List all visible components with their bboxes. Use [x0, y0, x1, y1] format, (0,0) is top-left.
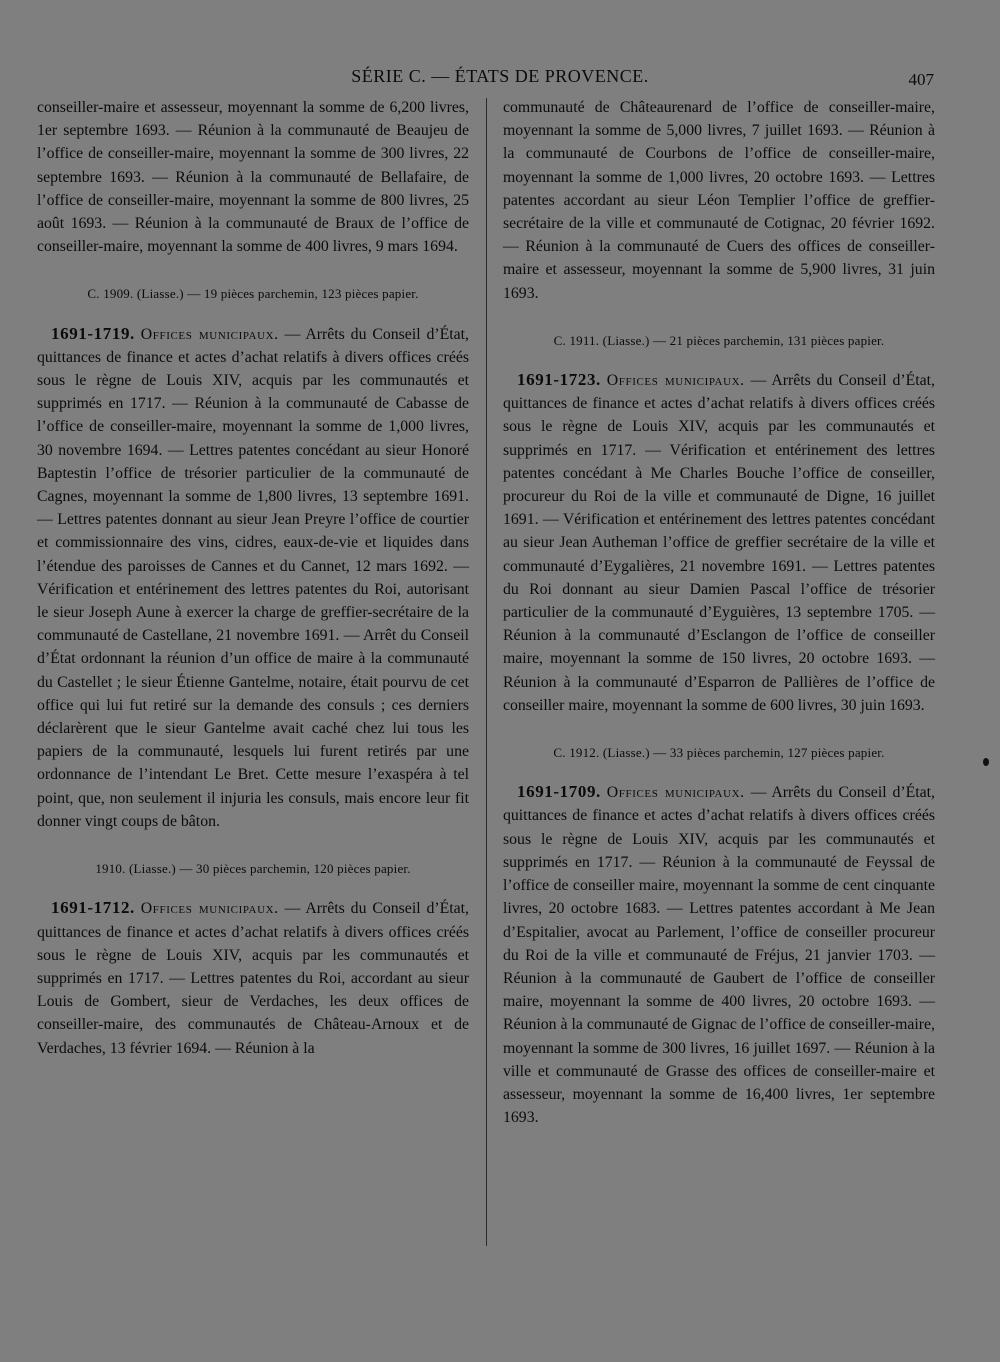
paragraph-continuation: communauté de Châteaurenard de l’office de conseiller-maire, moyennant la somme de 5,000 livres, 7 juillet 1693. — Réunion à la communauté de Courbons de l’office de conseiller-maire, moyennant la somme de 1,000 livres, 20 octobre 1693. — Lettres patentes accordant au sieur Léon Templier l’office de greffier-secrétaire de la ville et communauté de Cotignac, 20 février 1692. — Réunion à la communauté de Cuers des offices de conseiller-maire et assesseur, moyennant la somme de 5,900 livres, 31 juin 1693. [503, 99, 935, 302]
right-column [503, 96, 935, 1129]
entry-dates: 1691-1723. [517, 370, 601, 390]
ink-spot [983, 758, 989, 766]
entry-1911 [503, 368, 935, 717]
entry-dates: 1691-1719. [51, 323, 135, 343]
left-column [37, 96, 469, 1060]
entry-text: — Arrêts du Conseil d’État, quittances de finance et actes d’achat relatifs à divers offices créés sous le règne de Louis XIV, acquis par les communautés et supprimés en 1717. — Vérification et entérinement des lettres patentes concédant à Me Charles Bouche l’office de conseiller, procureur du Roi de la ville et communauté de Digne, 16 juillet 1691. — Vérification et entérinement des lettres patentes concédant au sieur Jean Autheman l’office de greffier secrétaire de la ville et communauté d’Eygalières, 21 novembre 1691. — Lettres patentes du Roi donnant au sieur Damien Pascal l’office de trésorier particulier de la communauté d’Eyguières, 13 septembre 1705. — Réunion à la communauté d’Esclangon de l’office de conseiller maire, moyennant la somme de 150 livres, 20 octobre 1693. — Réunion à la communauté d’Esparron de Pallières de l’office de conseiller maire, moyennant la somme de 600 livres, 30 juin 1693. [503, 372, 935, 714]
archive-reference-1909: C. 1909. (Liasse.) — 19 pièces parchemin, 123 pièces papier. [87, 286, 419, 302]
page-number: 407 [908, 70, 934, 89]
paragraph-continuation: conseiller-maire et assesseur, moyennant la somme de 6,200 livres, 1er septembre 1693. — Réunion à la communauté de Beaujeu de l’office de conseiller-maire, moyennant la somme de 300 livres, 22 septembre 1693. — Réunion à la communauté de Bellafaire, de l’office de conseiller-maire, moyennant la somme de 800 livres, 25 août 1693. — Réunion à la communauté de Braux de l’office de conseiller-maire, moyennant la somme de 400 livres, 9 mars 1694. [37, 99, 469, 256]
entry-dates: 1691-1709. [517, 782, 601, 802]
entry-1910 [37, 896, 469, 1059]
archive-reference-1910: 1910. (Liasse.) — 30 pièces parchemin, 120 pièces papier. [95, 861, 411, 877]
running-title: SÉRIE C. — ÉTATS DE PROVENCE. [351, 66, 649, 86]
entry-heading: Offices municipaux. [140, 900, 279, 918]
entry-heading: Offices municipaux. [606, 784, 745, 802]
archive-reference-1911: C. 1911. (Liasse.) — 21 pièces parchemin, 131 pièces papier. [553, 332, 885, 348]
entry-text: — Arrêts du Conseil d’État, quittances de finance et actes d’achat relatifs à divers offices créés sous le règne de Louis XIV, acquis par les communautés et supprimés en 1717. — Réunion à la communauté de Cabasse de l’office de conseiller-maire, moyennant la somme de 1,000 livres, 30 novembre 1694. — Lettres patentes concédant au sieur Honoré Baptestin l’office de trésorier particulier de la communauté de Cagnes, moyennant la somme de 1,800 livres, 13 septembre 1691. — Lettres patentes donnant au sieur Jean Preyre l’office de courtier et commissionnaire des vins, cidres, eaux-de-vie et liquides dans l’étendue des paroisses de Cannes et du Cannet, 12 mars 1692. — Vérification et entérinement des lettres patentes du Roi, autorisant le sieur Joseph Aune à exercer la charge de greffier-secrétaire de la communauté de Castellane, 21 novembre 1691. — Arrêt du Conseil d’État ordonnant la réunion d’un office de maire à la communauté du Castellet ; le sieur Étienne Gantelme, notaire, était pourvu de cet office qui lui fut retiré sur la demande des consuls ; ces derniers déclarèrent que le sieur Gantelme avait caché chez lui tous les papiers de la communauté, lesquels lui furent retirés par une ordonnance de l’intendant Le Bret. Cette mesure l’exaspéra à tel point, que, non seulement il injuria les consuls, mais encore leur fit donner vingt coups de bâton. [37, 325, 469, 830]
column-divider [486, 98, 487, 1246]
entry-heading: Offices municipaux. [140, 325, 279, 343]
entry-1909 [37, 322, 469, 833]
entry-heading: Offices municipaux. [606, 372, 745, 390]
entry-text: — Arrêts du Conseil d’État, quittances de finance et actes d’achat relatifs à divers offices créés sous le règne de Louis XIV, acquis par les communautés et supprimés en 1717. — Réunion à la communauté de Feyssal de l’office de conseiller maire, moyennant la somme de cent cinquante livres, 20 octobre 1683. — Lettres patentes accordant à Me Jean d’Espitalier, avocat au Parlement, l’office de conseiller procureur du Roi de la ville et communauté de Fréjus, 21 janvier 1703. — Réunion à la communauté de Gaubert de l’office de conseiller maire, moyennant la somme de 400 livres, 20 octobre 1693. — Réunion à la communauté de Gignac de l’office de conseiller-maire, moyennant la somme de 300 livres, 16 juillet 1697. — Réunion à la ville et communauté de Grasse des offices de conseiller-maire et assesseur, moyennant la somme de 16,400 livres, 1er septembre 1693. [503, 784, 935, 1127]
entry-1912 [503, 780, 935, 1129]
entry-text: — Arrêts du Conseil d’État, quittances de finance et actes d’achat relatifs à divers offices créés sous le règne de Louis XIV, acquis par les communautés et supprimés en 1717. — Lettres patentes du Roi, accordant au sieur Louis de Gombert, sieur de Verdaches, les deux offices de conseiller-maire, des communautés de Château-Arnoux et de Verdaches, 13 février 1694. — Réunion à la [37, 900, 469, 1057]
archive-reference-1912: C. 1912. (Liasse.) — 33 pièces parchemin, 127 pièces papier. [553, 745, 885, 761]
entry-dates: 1691-1712. [51, 898, 135, 918]
